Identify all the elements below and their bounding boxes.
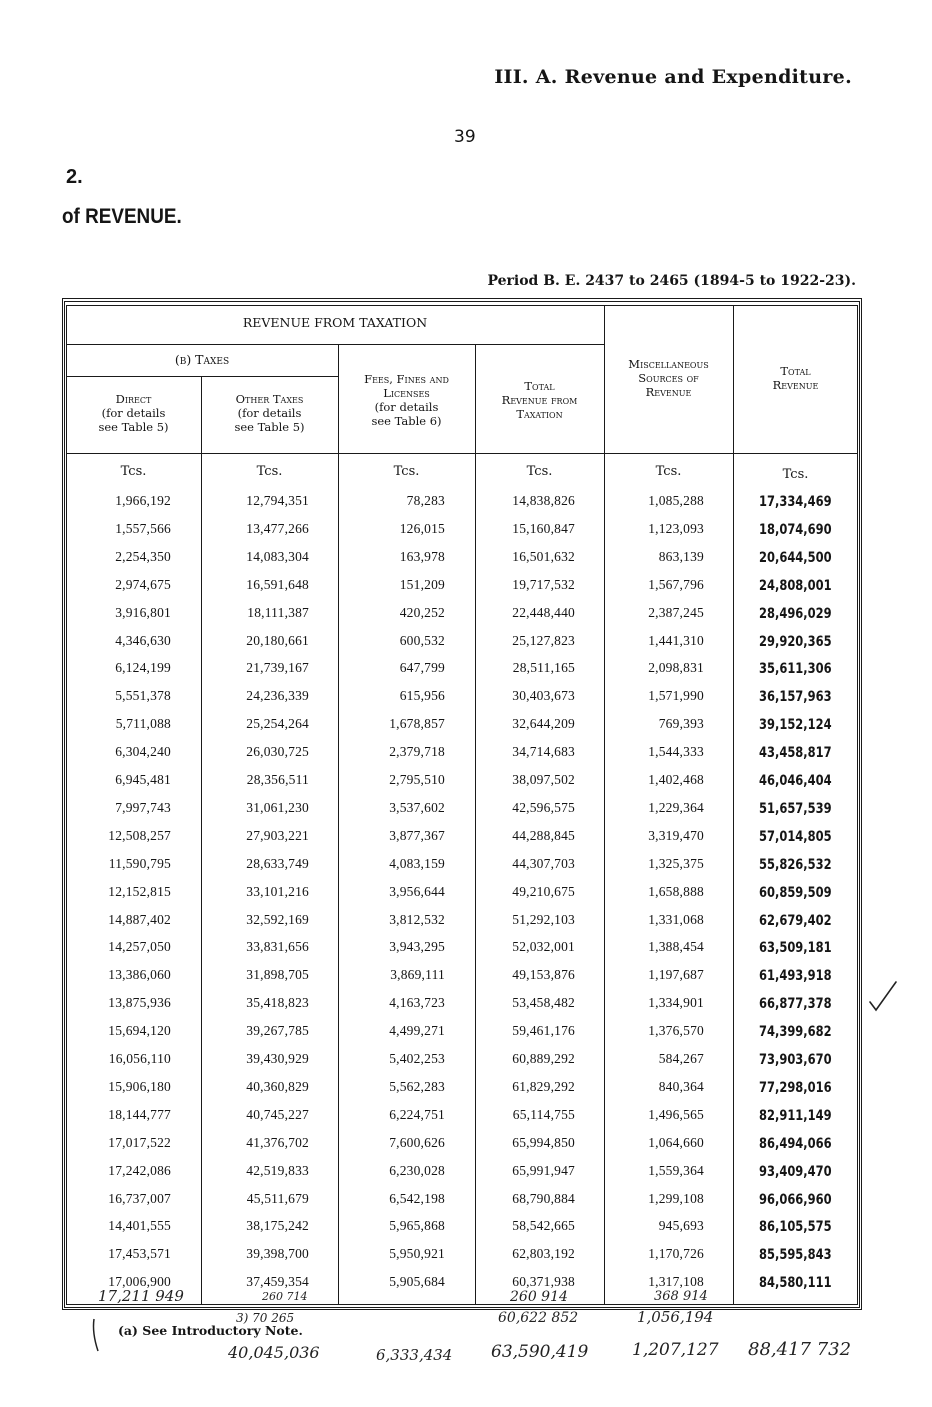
cell-other-taxes: 27,903,221 <box>246 827 309 843</box>
cell-fees: 163,978 <box>399 548 445 564</box>
header-fees-sub2: see Table 6) <box>371 414 442 428</box>
cell-total-taxation: 34,714,683 <box>512 744 575 760</box>
cell-direct: 5,551,378 <box>115 688 171 704</box>
cell-total-taxation: 68,790,884 <box>512 1190 575 1206</box>
cell-total-revenue: 77,298,016 <box>759 1079 832 1096</box>
table-inner-border <box>66 305 858 1305</box>
header-fees-sub1: (for details <box>374 400 439 414</box>
cell-total-taxation: 19,717,532 <box>512 576 575 592</box>
column-rule-1 <box>201 376 202 1305</box>
cell-direct: 14,887,402 <box>108 911 171 927</box>
cell-direct: 7,997,743 <box>115 799 171 815</box>
cell-fees: 5,402,253 <box>389 1051 445 1066</box>
column-rule-3 <box>475 344 476 1305</box>
cell-fees: 4,499,271 <box>389 1023 445 1039</box>
unit-total-taxation: Tcs. <box>526 464 553 479</box>
cell-total-revenue: 60,859,509 <box>759 884 832 901</box>
cell-other-taxes: 33,831,656 <box>246 939 309 955</box>
cell-total-taxation: 49,153,876 <box>512 967 575 983</box>
cell-total-revenue: 18,074,690 <box>759 521 832 538</box>
cell-direct: 18,144,777 <box>108 1106 171 1122</box>
header-direct-title: Direct <box>115 392 152 406</box>
cell-misc: 1,571,990 <box>648 688 704 704</box>
cell-direct: 13,875,936 <box>108 995 171 1011</box>
cell-direct: 17,006,900 <box>108 1274 171 1290</box>
page-number: 39 <box>454 127 476 147</box>
cell-fees: 5,905,684 <box>389 1274 445 1290</box>
cell-other-taxes: 33,101,216 <box>246 883 309 899</box>
cell-total-revenue: 82,911,149 <box>759 1107 832 1124</box>
hand-sum-total-taxation: 63,590,419 <box>491 1342 589 1362</box>
section-title: III. A. Revenue and Expenditure. <box>494 66 852 88</box>
cell-misc: 1,376,570 <box>648 1023 704 1039</box>
cell-other-taxes: 31,898,705 <box>246 967 309 983</box>
cell-total-revenue: 85,595,843 <box>759 1247 832 1264</box>
cell-direct: 5,711,088 <box>115 716 171 732</box>
cell-total-revenue: 43,458,817 <box>759 745 832 762</box>
cell-misc: 1,658,888 <box>648 883 704 899</box>
header-total-revenue-line1: Total <box>780 364 811 378</box>
cell-misc: 1,197,687 <box>648 967 704 983</box>
hand-other-below: 260 714 <box>262 1290 308 1303</box>
cell-direct: 1,966,192 <box>115 493 171 508</box>
cell-other-taxes: 12,794,351 <box>246 493 309 508</box>
hand-direct-below: 17,211 949 <box>98 1287 184 1305</box>
cell-total-revenue: 24,808,001 <box>759 577 832 594</box>
cell-misc: 2,387,245 <box>648 604 704 620</box>
cell-other-taxes: 32,592,169 <box>246 911 309 927</box>
cell-direct: 12,508,257 <box>108 827 171 843</box>
cell-other-taxes: 28,356,511 <box>246 772 309 787</box>
cell-fees: 615,956 <box>399 688 445 704</box>
cell-fees: 3,869,111 <box>390 967 445 983</box>
cell-total-taxation: 44,307,703 <box>512 855 575 871</box>
cell-direct: 6,124,199 <box>115 660 171 676</box>
cell-other-taxes: 41,376,702 <box>246 1134 309 1150</box>
cell-other-taxes: 45,511,679 <box>246 1190 309 1206</box>
cell-misc: 1,334,901 <box>648 995 704 1011</box>
cell-fees: 3,877,367 <box>389 827 445 843</box>
cell-total-revenue: 57,014,805 <box>759 828 832 845</box>
cell-direct: 16,737,007 <box>108 1190 171 1206</box>
column-rule-5 <box>733 305 734 1305</box>
cell-misc: 1,317,108 <box>648 1274 704 1290</box>
cell-other-taxes: 37,459,354 <box>246 1274 309 1290</box>
cell-total-taxation: 28,511,165 <box>512 660 575 676</box>
cell-misc: 1,064,660 <box>648 1134 704 1150</box>
cell-total-taxation: 15,160,847 <box>512 520 575 536</box>
hand-sum-misc: 1,207,127 <box>632 1340 719 1360</box>
cell-direct: 2,974,675 <box>115 576 171 592</box>
cell-fees: 126,015 <box>399 520 445 536</box>
header-total-taxation <box>475 379 604 421</box>
footnote <box>118 1323 303 1338</box>
header-revenue-from-taxation: REVENUE FROM TAXATION <box>242 315 428 330</box>
cell-total-taxation: 32,644,209 <box>512 716 575 732</box>
cell-fees: 420,252 <box>399 604 445 620</box>
cell-fees: 600,532 <box>399 632 445 648</box>
column-rule-4 <box>604 305 605 1305</box>
cell-misc: 1,085,288 <box>648 493 704 508</box>
hand-sum-fees: 6,333,434 <box>376 1346 453 1364</box>
hand-sum-other-taxes: 40,045,036 <box>228 1343 320 1362</box>
cell-misc: 1,325,375 <box>648 855 704 871</box>
cell-total-taxation: 16,501,632 <box>512 548 575 564</box>
cell-other-taxes: 16,591,648 <box>246 576 309 592</box>
header-other-taxes <box>201 392 338 434</box>
cell-direct: 12,152,815 <box>108 883 171 899</box>
cell-other-taxes: 24,236,339 <box>246 688 309 704</box>
cell-direct: 11,590,795 <box>108 855 171 871</box>
cell-other-taxes: 38,175,242 <box>246 1218 309 1234</box>
cell-misc: 1,123,093 <box>648 520 704 536</box>
hand-note-margin: 3) 70 265 <box>236 1311 295 1325</box>
header-rule-bottom <box>66 453 858 454</box>
cell-direct: 17,242,086 <box>108 1162 171 1178</box>
cell-other-taxes: 39,267,785 <box>246 1023 309 1039</box>
cell-other-taxes: 18,111,387 <box>247 604 309 620</box>
header-taxes: (b) Taxes <box>174 352 230 367</box>
cell-fees: 3,537,602 <box>389 799 445 815</box>
cell-misc: 1,441,310 <box>648 632 704 648</box>
cell-misc: 1,229,364 <box>648 799 704 815</box>
cell-total-taxation: 65,991,947 <box>512 1162 575 1178</box>
cell-fees: 7,600,626 <box>389 1134 445 1150</box>
cell-total-taxation: 52,032,001 <box>512 939 575 955</box>
cell-misc: 769,393 <box>658 716 704 732</box>
cell-misc: 945,693 <box>658 1218 704 1234</box>
cell-total-taxation: 49,210,675 <box>512 883 575 899</box>
cell-misc: 1,299,108 <box>648 1190 704 1206</box>
cell-total-revenue: 66,877,378 <box>759 996 832 1013</box>
cell-total-revenue: 86,105,575 <box>759 1219 832 1236</box>
cell-direct: 13,386,060 <box>108 967 171 983</box>
cell-misc: 2,098,831 <box>648 660 704 676</box>
hand-misc-below: 368 914 <box>654 1289 708 1304</box>
cell-total-revenue: 73,903,670 <box>759 1052 832 1068</box>
cell-other-taxes: 35,418,823 <box>246 995 309 1011</box>
cell-total-taxation: 59,461,176 <box>512 1023 575 1039</box>
column-rule-2 <box>338 344 339 1305</box>
cell-fees: 647,799 <box>399 660 445 676</box>
cell-fees: 5,950,921 <box>389 1246 445 1262</box>
cell-direct: 15,694,120 <box>108 1023 171 1039</box>
cell-misc: 840,364 <box>658 1078 704 1094</box>
unit-misc: Tcs. <box>655 464 682 479</box>
cell-total-taxation: 51,292,103 <box>512 911 575 927</box>
header-fees-line1: Fees, Fines and <box>364 372 449 386</box>
cell-total-taxation: 61,829,292 <box>512 1078 575 1094</box>
cell-direct: 16,056,110 <box>108 1051 171 1066</box>
cell-other-taxes: 42,519,833 <box>246 1162 309 1178</box>
cell-other-taxes: 40,360,829 <box>246 1078 309 1094</box>
cell-fees: 78,283 <box>406 493 445 508</box>
hand-total-tax-below: 260 914 <box>510 1289 568 1305</box>
footnote-marker: (a) <box>118 1323 138 1338</box>
header-other-taxes-sub1: (for details <box>237 406 302 420</box>
cell-other-taxes: 25,254,264 <box>246 716 309 732</box>
header-misc-line3: Revenue <box>645 385 692 399</box>
header-rule-taxes <box>66 376 338 377</box>
cell-total-taxation: 22,448,440 <box>512 604 575 620</box>
cell-fees: 6,542,198 <box>389 1190 445 1206</box>
cell-total-revenue: 29,920,365 <box>759 633 832 650</box>
header-total-taxation-line3: Taxation <box>516 407 563 421</box>
unit-total-revenue: Tcs. <box>782 467 809 482</box>
cell-total-revenue: 86,494,066 <box>759 1135 832 1152</box>
cell-misc: 1,544,333 <box>648 744 704 760</box>
cell-total-revenue: 36,157,963 <box>759 689 832 706</box>
cell-total-revenue: 84,580,111 <box>759 1275 832 1292</box>
cell-total-revenue: 46,046,404 <box>759 773 832 789</box>
cell-total-taxation: 25,127,823 <box>512 632 575 648</box>
header-direct-sub2: see Table 5) <box>98 420 169 434</box>
cell-misc: 584,267 <box>658 1051 704 1066</box>
hand-misc-corrected: 1,056,194 <box>637 1308 714 1326</box>
header-total-taxation-line1: Total <box>524 379 555 393</box>
check-mark-icon <box>868 980 898 1018</box>
cell-direct: 2,254,350 <box>115 548 171 564</box>
cell-fees: 4,083,159 <box>389 855 445 871</box>
cell-direct: 14,401,555 <box>108 1218 171 1234</box>
cell-fees: 5,562,283 <box>389 1078 445 1094</box>
cell-direct: 17,017,522 <box>108 1134 171 1150</box>
cell-total-revenue: 93,409,470 <box>759 1163 832 1180</box>
cell-direct: 1,557,566 <box>115 520 171 536</box>
period-caption: Period B. E. 2437 to 2465 (1894-5 to 1922-23). <box>487 273 856 289</box>
cell-other-taxes: 28,633,749 <box>246 855 309 871</box>
pen-pointer-icon <box>84 1315 106 1355</box>
cell-total-taxation: 38,097,502 <box>512 772 575 787</box>
cell-fees: 4,163,723 <box>389 995 445 1011</box>
table-number: 2. <box>66 166 83 188</box>
cell-misc: 3,319,470 <box>648 827 704 843</box>
cell-total-revenue: 35,611,306 <box>759 661 832 678</box>
cell-total-revenue: 96,066,960 <box>759 1191 832 1208</box>
cell-misc: 1,559,364 <box>648 1162 704 1178</box>
cell-total-taxation: 44,288,845 <box>512 827 575 843</box>
cell-total-taxation: 53,458,482 <box>512 995 575 1011</box>
header-misc-line2: Sources of <box>638 371 699 385</box>
cell-total-revenue: 55,826,532 <box>759 856 832 873</box>
cell-total-revenue: 17,334,469 <box>759 494 832 510</box>
cell-total-revenue: 28,496,029 <box>759 605 832 622</box>
cell-direct: 15,906,180 <box>108 1078 171 1094</box>
cell-misc: 1,170,726 <box>648 1246 704 1262</box>
cell-misc: 1,331,068 <box>648 911 704 927</box>
header-total-revenue <box>733 364 858 392</box>
table-title: of REVENUE. <box>62 205 182 228</box>
cell-total-revenue: 61,493,918 <box>759 968 832 985</box>
unit-other-taxes: Tcs. <box>256 464 283 479</box>
cell-other-taxes: 14,083,304 <box>246 548 309 564</box>
header-misc-line1: Miscellaneous <box>628 357 709 371</box>
cell-fees: 3,812,532 <box>389 911 445 927</box>
cell-total-taxation: 58,542,665 <box>512 1218 575 1234</box>
header-other-taxes-sub2: see Table 5) <box>234 420 305 434</box>
cell-fees: 1,678,857 <box>389 716 445 732</box>
cell-total-revenue: 20,644,500 <box>759 549 832 566</box>
cell-direct: 6,304,240 <box>115 744 171 760</box>
cell-misc: 1,496,565 <box>648 1106 704 1122</box>
cell-fees: 5,965,868 <box>389 1218 445 1234</box>
header-total-taxation-line2: Revenue from <box>501 393 578 407</box>
cell-fees: 3,943,295 <box>389 939 445 955</box>
cell-total-taxation: 60,889,292 <box>512 1051 575 1066</box>
cell-total-revenue: 62,679,402 <box>759 912 832 929</box>
cell-total-taxation: 60,371,938 <box>512 1274 575 1290</box>
unit-direct: Tcs. <box>120 464 147 479</box>
cell-total-taxation: 30,403,673 <box>512 688 575 704</box>
cell-misc: 1,567,796 <box>648 576 704 592</box>
cell-total-revenue: 51,657,539 <box>759 800 832 817</box>
cell-other-taxes: 13,477,266 <box>246 520 309 536</box>
cell-total-taxation: 62,803,192 <box>512 1246 575 1262</box>
cell-other-taxes: 20,180,661 <box>246 632 309 648</box>
hand-total-tax-corrected: 60,622 852 <box>498 1310 579 1326</box>
header-direct-sub1: (for details <box>101 406 166 420</box>
cell-other-taxes: 31,061,230 <box>246 799 309 815</box>
cell-total-revenue: 74,399,682 <box>759 1024 832 1041</box>
unit-fees: Tcs. <box>393 464 420 479</box>
header-direct <box>66 392 201 434</box>
header-fees-line2: Licenses <box>383 386 430 400</box>
cell-total-revenue: 63,509,181 <box>759 940 832 957</box>
cell-direct: 4,346,630 <box>115 632 171 648</box>
cell-other-taxes: 26,030,725 <box>246 744 309 760</box>
cell-misc: 1,388,454 <box>648 939 704 955</box>
cell-direct: 14,257,050 <box>108 939 171 955</box>
cell-direct: 17,453,571 <box>108 1246 171 1262</box>
cell-fees: 6,224,751 <box>389 1106 445 1122</box>
hand-sum-total-revenue: 88,417 732 <box>748 1339 852 1360</box>
cell-fees: 151,209 <box>399 576 445 592</box>
cell-total-revenue: 39,152,124 <box>759 717 832 734</box>
cell-total-taxation: 65,994,850 <box>512 1134 575 1150</box>
cell-other-taxes: 40,745,227 <box>246 1106 309 1122</box>
cell-misc: 1,402,468 <box>648 772 704 787</box>
header-other-taxes-title: Other Taxes <box>235 392 304 406</box>
cell-fees: 3,956,644 <box>389 883 445 899</box>
cell-direct: 6,945,481 <box>115 772 171 787</box>
cell-fees: 2,379,718 <box>389 744 445 760</box>
cell-direct: 3,916,801 <box>115 604 171 620</box>
cell-total-taxation: 14,838,826 <box>512 493 575 508</box>
header-misc <box>604 357 733 399</box>
header-rule-group <box>66 344 604 345</box>
header-fees <box>338 372 475 428</box>
cell-other-taxes: 21,739,167 <box>246 660 309 676</box>
footnote-text: See Introductory Note. <box>142 1323 303 1338</box>
cell-fees: 2,795,510 <box>389 772 445 787</box>
cell-fees: 6,230,028 <box>389 1162 445 1178</box>
cell-other-taxes: 39,430,929 <box>246 1051 309 1066</box>
cell-other-taxes: 39,398,700 <box>246 1246 309 1262</box>
cell-total-taxation: 42,596,575 <box>512 799 575 815</box>
cell-misc: 863,139 <box>658 548 704 564</box>
header-total-revenue-line2: Revenue <box>772 378 819 392</box>
cell-total-taxation: 65,114,755 <box>512 1106 575 1122</box>
